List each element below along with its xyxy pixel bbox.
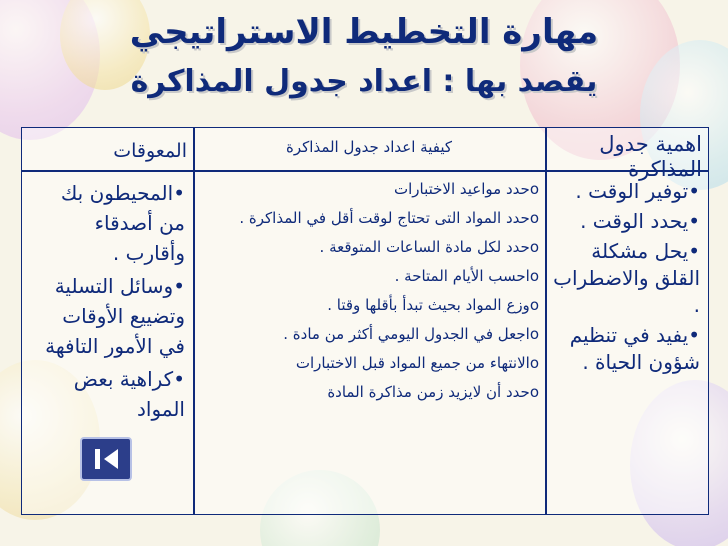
previous-slide-icon[interactable] — [80, 437, 132, 481]
obstacles-list — [30, 178, 185, 427]
nav-bar — [95, 449, 100, 469]
list-item: •وسائل التسلية وتضييع الأوقات في الأمور التافهة — [45, 274, 185, 358]
list-item: oحدد أن لايزيد زمن مذاكرة المادة — [327, 383, 539, 401]
nav-arrow — [104, 449, 118, 469]
list-item: oاجعل في الجدول اليومي أكثر من مادة . — [283, 325, 539, 343]
importance-list — [553, 178, 700, 379]
slide-subtitle: يقصد بها : اعداد جدول المذاكرة — [130, 64, 598, 99]
obstacles-header: المعوقات — [113, 140, 187, 162]
importance-column — [545, 128, 708, 514]
list-item: oاحسب الأيام المتاحة . — [394, 267, 539, 285]
list-item: oحدد لكل مادة الساعات المتوقعة . — [319, 238, 539, 256]
importance-header: اهمية جدول المذاكرة — [599, 132, 702, 181]
list-item: •يفيد في تنظيم شؤون الحياة . — [569, 323, 700, 374]
how-to-list — [199, 178, 539, 410]
list-item: oوزع المواد بحيث تبدأ بأقلها وقتا . — [327, 296, 539, 314]
list-item: •يحل مشكلة القلق والاضطراب . — [553, 239, 700, 317]
list-item: •المحيطون بك من أصدقاء وأقارب . — [60, 181, 185, 265]
list-item: •يحدد الوقت . — [580, 209, 700, 233]
how-to-header: كيفية اعداد جدول المذاكرة — [286, 138, 452, 156]
list-item: •توفير الوقت . — [575, 179, 700, 203]
list-item: •كراهية بعض المواد — [73, 367, 185, 421]
list-item: oحدد مواعيد الاختبارات — [393, 180, 539, 198]
list-item: oحدد المواد التى تحتاج لوقت أقل في المذاكرة . — [239, 209, 539, 227]
slide-title: مهارة التخطيط الاستراتيجي — [129, 12, 599, 52]
how-to-column — [193, 128, 545, 514]
list-item: oالانتهاء من جميع المواد قبل الاختبارات — [295, 354, 539, 372]
